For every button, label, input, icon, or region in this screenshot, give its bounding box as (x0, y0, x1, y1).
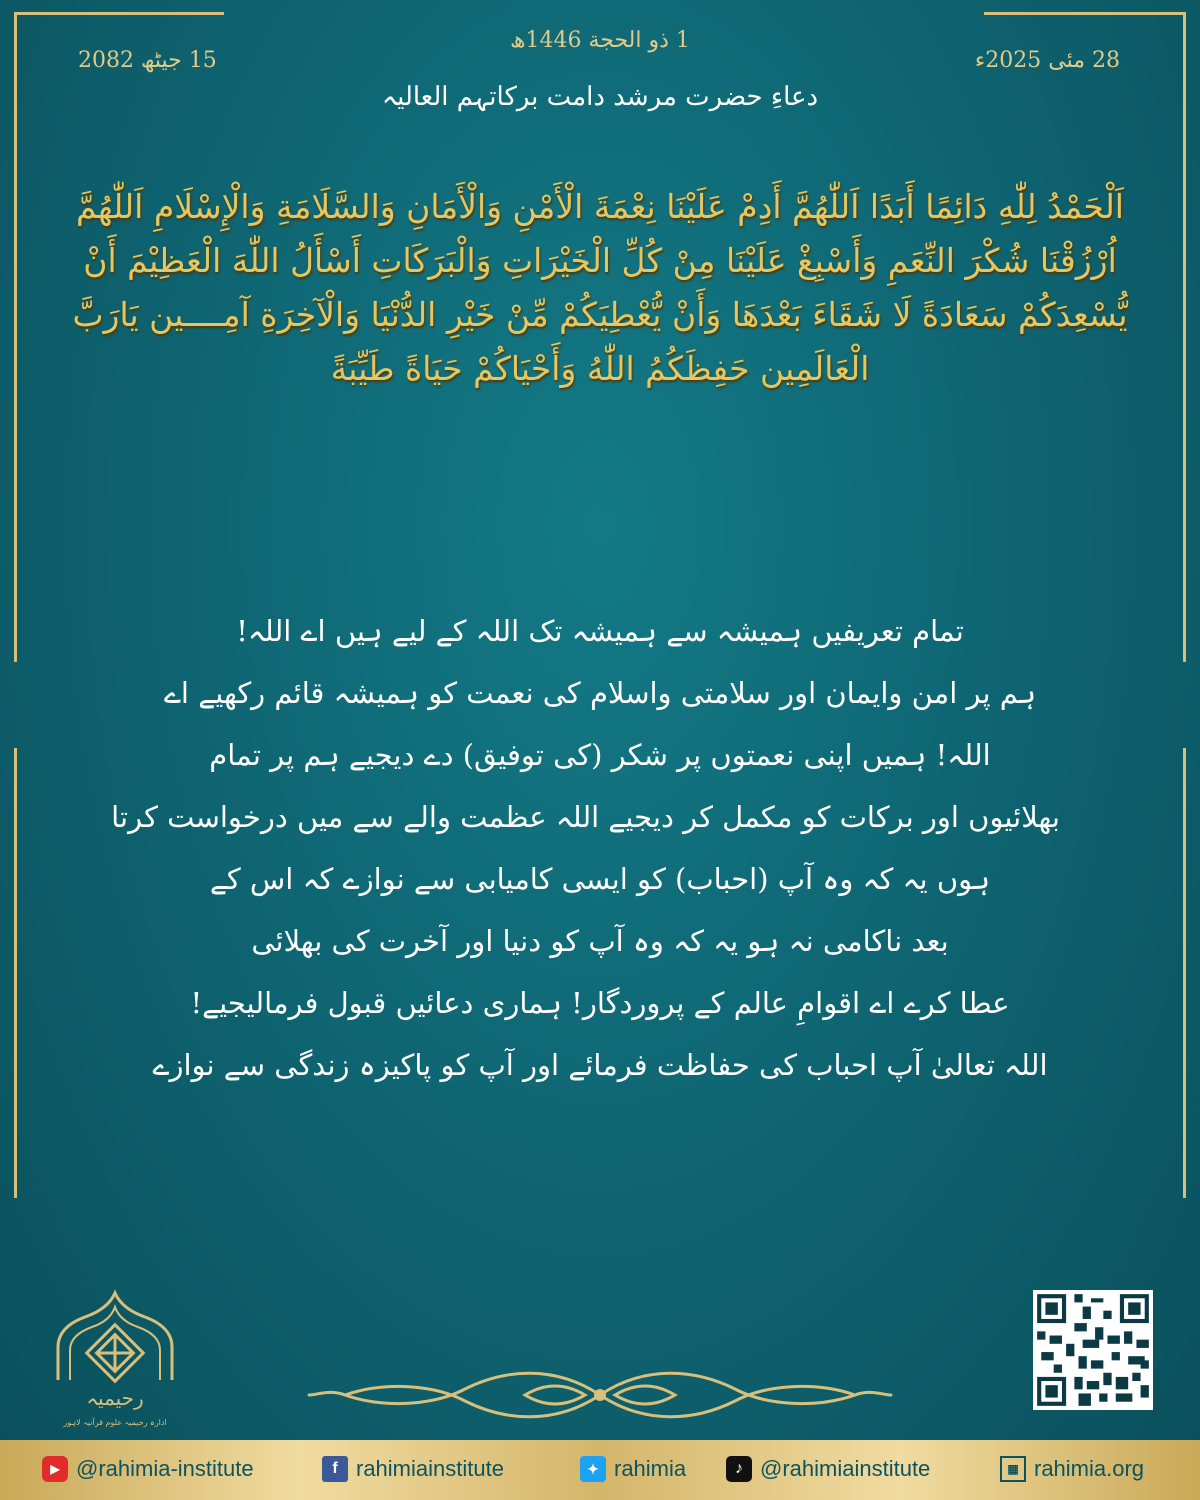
frame-right-lower (1183, 748, 1186, 1198)
hijri-date: 1 ذو الحجة 1446ھ (510, 28, 690, 53)
urdu-line: ہم پر امن وایمان اور سلامتی واسلام کی نعمت کو ہمیشہ قائم رکھیے اے (163, 676, 1037, 710)
youtube-icon: ▶ (42, 1456, 68, 1482)
page-title: دعاءِ حضرت مرشد دامت برکاتہم العالیہ (381, 82, 819, 112)
tiktok-handle: @rahimiainstitute (760, 1456, 931, 1481)
logo-subtitle: ادارہ رحیمیہ علوم قرآنیہ لاہور (63, 1418, 167, 1427)
urdu-line: اللہ! ہمیں اپنی نعمتوں پر شکر (کی توفیق) دے دیجیے ہم پر تمام (209, 738, 991, 772)
frame-top-right (984, 12, 1186, 15)
gregorian-date: 28 مئی 2025ء (974, 48, 1120, 73)
twitter-icon: ✦ (580, 1456, 606, 1482)
social-footer (0, 1440, 1200, 1500)
urdu-line: بعد ناکامی نہ ہو یہ کہ وہ آپ کو دنیا اور آخرت کی بھلائی (251, 924, 949, 958)
website-link[interactable] (1000, 1456, 1144, 1482)
frame-top-left (14, 12, 224, 15)
website-url: rahimia.org (1034, 1456, 1145, 1481)
frame-left-lower (14, 748, 17, 1198)
tiktok-link[interactable] (726, 1456, 930, 1482)
youtube-handle: @rahimia-institute (76, 1456, 254, 1481)
facebook-icon: f (322, 1456, 348, 1482)
bikrami-date: 15 جیٹھ 2082 (78, 48, 217, 73)
urdu-line: ہوں یہ کہ وہ آپ (احباب) کو ایسی کامیابی سے نوازے کہ اس کے (209, 862, 991, 896)
facebook-handle: rahimiainstitute (356, 1456, 504, 1481)
urdu-line: بھلائیوں اور برکات کو مکمل کر دیجیے اللہ عظمت والے سے میں درخواست کرتا (111, 800, 1060, 834)
urdu-line: تمام تعریفیں ہمیشہ سے ہمیشہ تک اللہ کے لیے ہیں اے اللہ! (236, 614, 964, 648)
urdu-line: عطا کرے اے اقوامِ عالم کے پروردگار! ہماری دعائیں قبول فرمالیجیے! (190, 986, 1010, 1020)
facebook-link[interactable] (322, 1456, 504, 1482)
urdu-translation (111, 600, 1060, 1096)
twitter-handle: rahimia (614, 1456, 687, 1481)
qr-code[interactable] (1033, 1290, 1153, 1410)
urdu-line: اللہ تعالیٰ آپ احباب کی حفاظت فرمائے اور آپ کو پاکیزہ زندگی سے نوازے (152, 1048, 1048, 1082)
logo-name: رحیمیہ (86, 1386, 144, 1410)
website-qr-icon: ▦ (1000, 1456, 1026, 1482)
rahimia-logo (40, 1285, 190, 1435)
youtube-link[interactable] (42, 1456, 254, 1482)
twitter-link[interactable] (580, 1456, 686, 1482)
tiktok-icon: ♪ (726, 1456, 752, 1482)
ornament-divider (305, 1365, 895, 1425)
arabic-dua: اَلْحَمْدُ لِلّٰهِ دَائِمًا أَبَدًا اَللّٰهُمَّ أَدِمْ عَلَيْنَا نِعْمَةَ الْأَمْنِ وَالْأَمَانِ وَالسَّلَامَةِ وَالْإِسْلَامِ اَللّٰهُمَّ اُرْزُقْنَا شُكْرَ النِّعَمِ وَأَسْبِغْ عَلَيْنَا مِنْ كُلِّ الْخَيْرَاتِ وَالْبَرَكَاتِ أَسْأَلُ اللّٰهَ الْعَظِيْمَ أَنْ يُّسْعِدَكُمْ سَعَادَةً لَا شَقَاءَ بَعْدَهَا وَأَنْ يُّعْطِيَكُمْ مِّنْ خَيْرِ الدُّنْيَا وَالْآخِرَةِ آمِــــين يَارَبَّ الْعَالَمِين حَفِظَكُمُ اللّٰهُ وَأَحْيَاكُمْ حَيَاةً طَيِّبَةً (72, 187, 1128, 388)
